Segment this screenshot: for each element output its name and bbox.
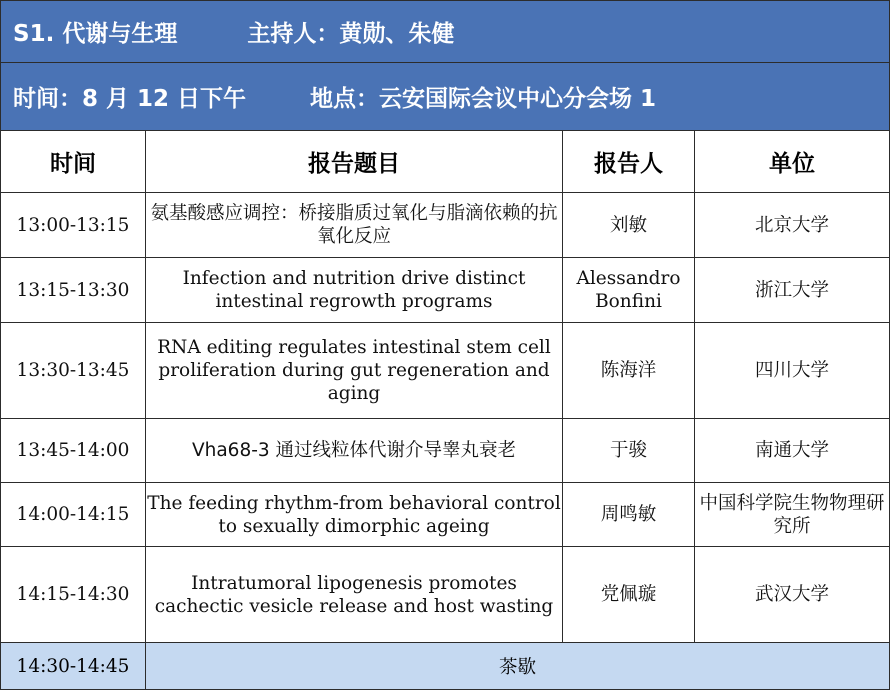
table-row	[1, 323, 890, 419]
talk-topic: Intratumoral lipogenesis promotes cachectic vesicle release and host wasting	[146, 547, 563, 643]
session-location: 地点：云安国际会议中心分会场 1	[310, 86, 657, 112]
talk-affiliation: 浙江大学	[695, 258, 890, 323]
talk-time: 14:00-14:15	[1, 483, 146, 547]
talk-speaker: 陈海洋	[563, 323, 695, 419]
session-time: 时间：8 月 12 日下午	[13, 86, 247, 112]
talk-speaker: 周鸣敏	[563, 483, 695, 547]
talk-affiliation: 四川大学	[695, 323, 890, 419]
talk-speaker: 刘敏	[563, 193, 695, 258]
break-row	[1, 643, 890, 690]
talk-speaker: 于骏	[563, 419, 695, 483]
table-row	[1, 547, 890, 643]
talk-time: 14:15-14:30	[1, 547, 146, 643]
table-row	[1, 483, 890, 547]
talk-time: 13:15-13:30	[1, 258, 146, 323]
talk-topic: Vha68-3 通过线粒体代谢介导睾丸衰老	[146, 419, 563, 483]
talk-speaker: Alessandro Bonfini	[563, 258, 695, 323]
col-header-affiliation: 单位	[695, 131, 890, 193]
talk-affiliation: 中国科学院生物物理研究所	[695, 483, 890, 547]
table-row	[1, 193, 890, 258]
talk-time: 13:30-13:45	[1, 323, 146, 419]
talk-topic: RNA editing regulates intestinal stem cell proliferation during gut regeneration and aging	[146, 323, 563, 419]
session-title-cell	[1, 1, 890, 63]
session-title-row	[1, 1, 890, 63]
session-info-cell	[1, 63, 890, 131]
session-info-row	[1, 63, 890, 131]
col-header-topic: 报告题目	[146, 131, 563, 193]
col-header-time: 时间	[1, 131, 146, 193]
talk-topic: Infection and nutrition drive distinct intestinal regrowth programs	[146, 258, 563, 323]
talk-topic: 氨基酸感应调控：桥接脂质过氧化与脂滴依赖的抗氧化反应	[146, 193, 563, 258]
header-row	[1, 131, 890, 193]
break-label: 茶歇	[146, 643, 890, 690]
table-row	[1, 419, 890, 483]
break-time: 14:30-14:45	[1, 643, 146, 690]
talk-time: 13:00-13:15	[1, 193, 146, 258]
session-chairs: 主持人：黄勋、朱健	[247, 21, 455, 47]
talk-speaker: 党佩璇	[563, 547, 695, 643]
col-header-speaker: 报告人	[563, 131, 695, 193]
talk-topic: The feeding rhythm-from behavioral control to sexually dimorphic ageing	[146, 483, 563, 547]
session-title: S1. 代谢与生理	[13, 21, 178, 47]
table-row	[1, 258, 890, 323]
talk-affiliation: 武汉大学	[695, 547, 890, 643]
talk-affiliation: 北京大学	[695, 193, 890, 258]
talk-time: 13:45-14:00	[1, 419, 146, 483]
talk-affiliation: 南通大学	[695, 419, 890, 483]
